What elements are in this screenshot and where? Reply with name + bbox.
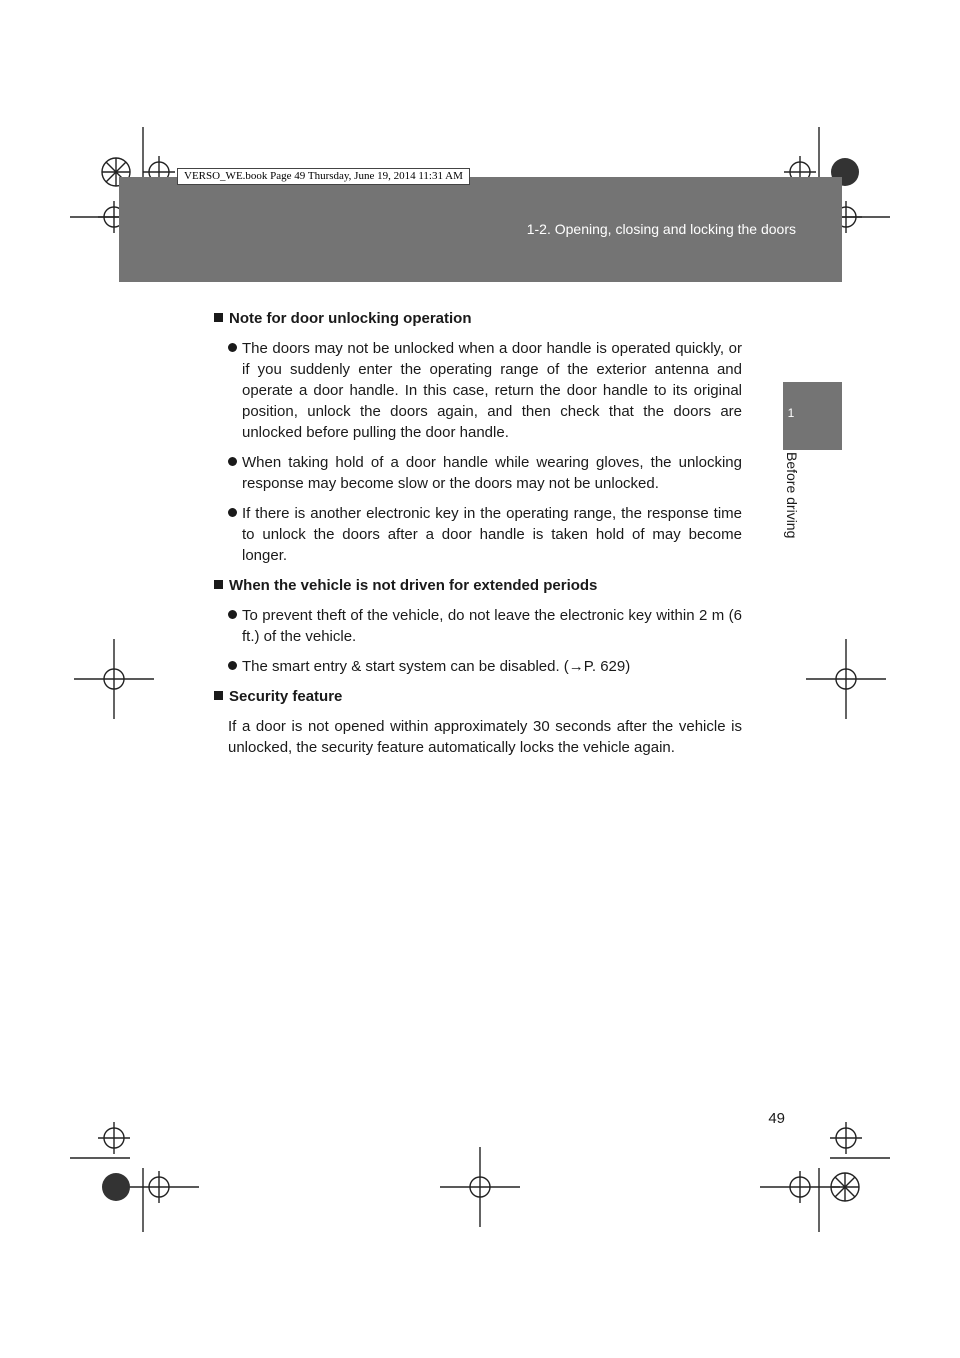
page-number: 49: [768, 1110, 785, 1127]
bullet-item: To prevent theft of the vehicle, do not leave the electronic key within 2 m (6 ft.) of the vehicle.: [214, 605, 742, 647]
chapter-label: [784, 452, 804, 562]
section-title: 1-2. Opening, closing and locking the doors: [526, 221, 796, 237]
section-heading: Note for door unlocking operation: [214, 308, 742, 329]
page-content: [214, 308, 742, 767]
paragraph: If a door is not opened within approximately 30 seconds after the vehicle is unlocked, the security feature automatically locks the vehicle again.: [228, 718, 742, 756]
section-heading: When the vehicle is not driven for extended periods: [214, 575, 742, 596]
bullet-item: The doors may not be unlocked when a door handle is operated quickly, or if you suddenly enter the operating range of the exterior antenna and operate a door handle. In this case, return the door handle to its original position, unlock the doors again, and then check that the doors are unlocked before pulling the door handle.: [214, 338, 742, 443]
bullet-item: The smart entry & start system can be disabled. (→P. 629): [214, 656, 742, 677]
chapter-number: 1: [787, 406, 795, 420]
chapter-tab: [783, 382, 842, 450]
section-heading: Security feature: [214, 686, 742, 707]
bullet-item: If there is another electronic key in the operating range, the response time to unlock the doors after a door handle is taken hold of may become longer.: [214, 503, 742, 566]
book-stamp: VERSO_WE.book Page 49 Thursday, June 19, 2014 11:31 AM: [177, 168, 470, 185]
bullet-item: When taking hold of a door handle while wearing gloves, the unlocking response may become slow or the doors may not be unlocked.: [214, 452, 742, 494]
chapter-label-text: Before driving: [784, 452, 800, 539]
